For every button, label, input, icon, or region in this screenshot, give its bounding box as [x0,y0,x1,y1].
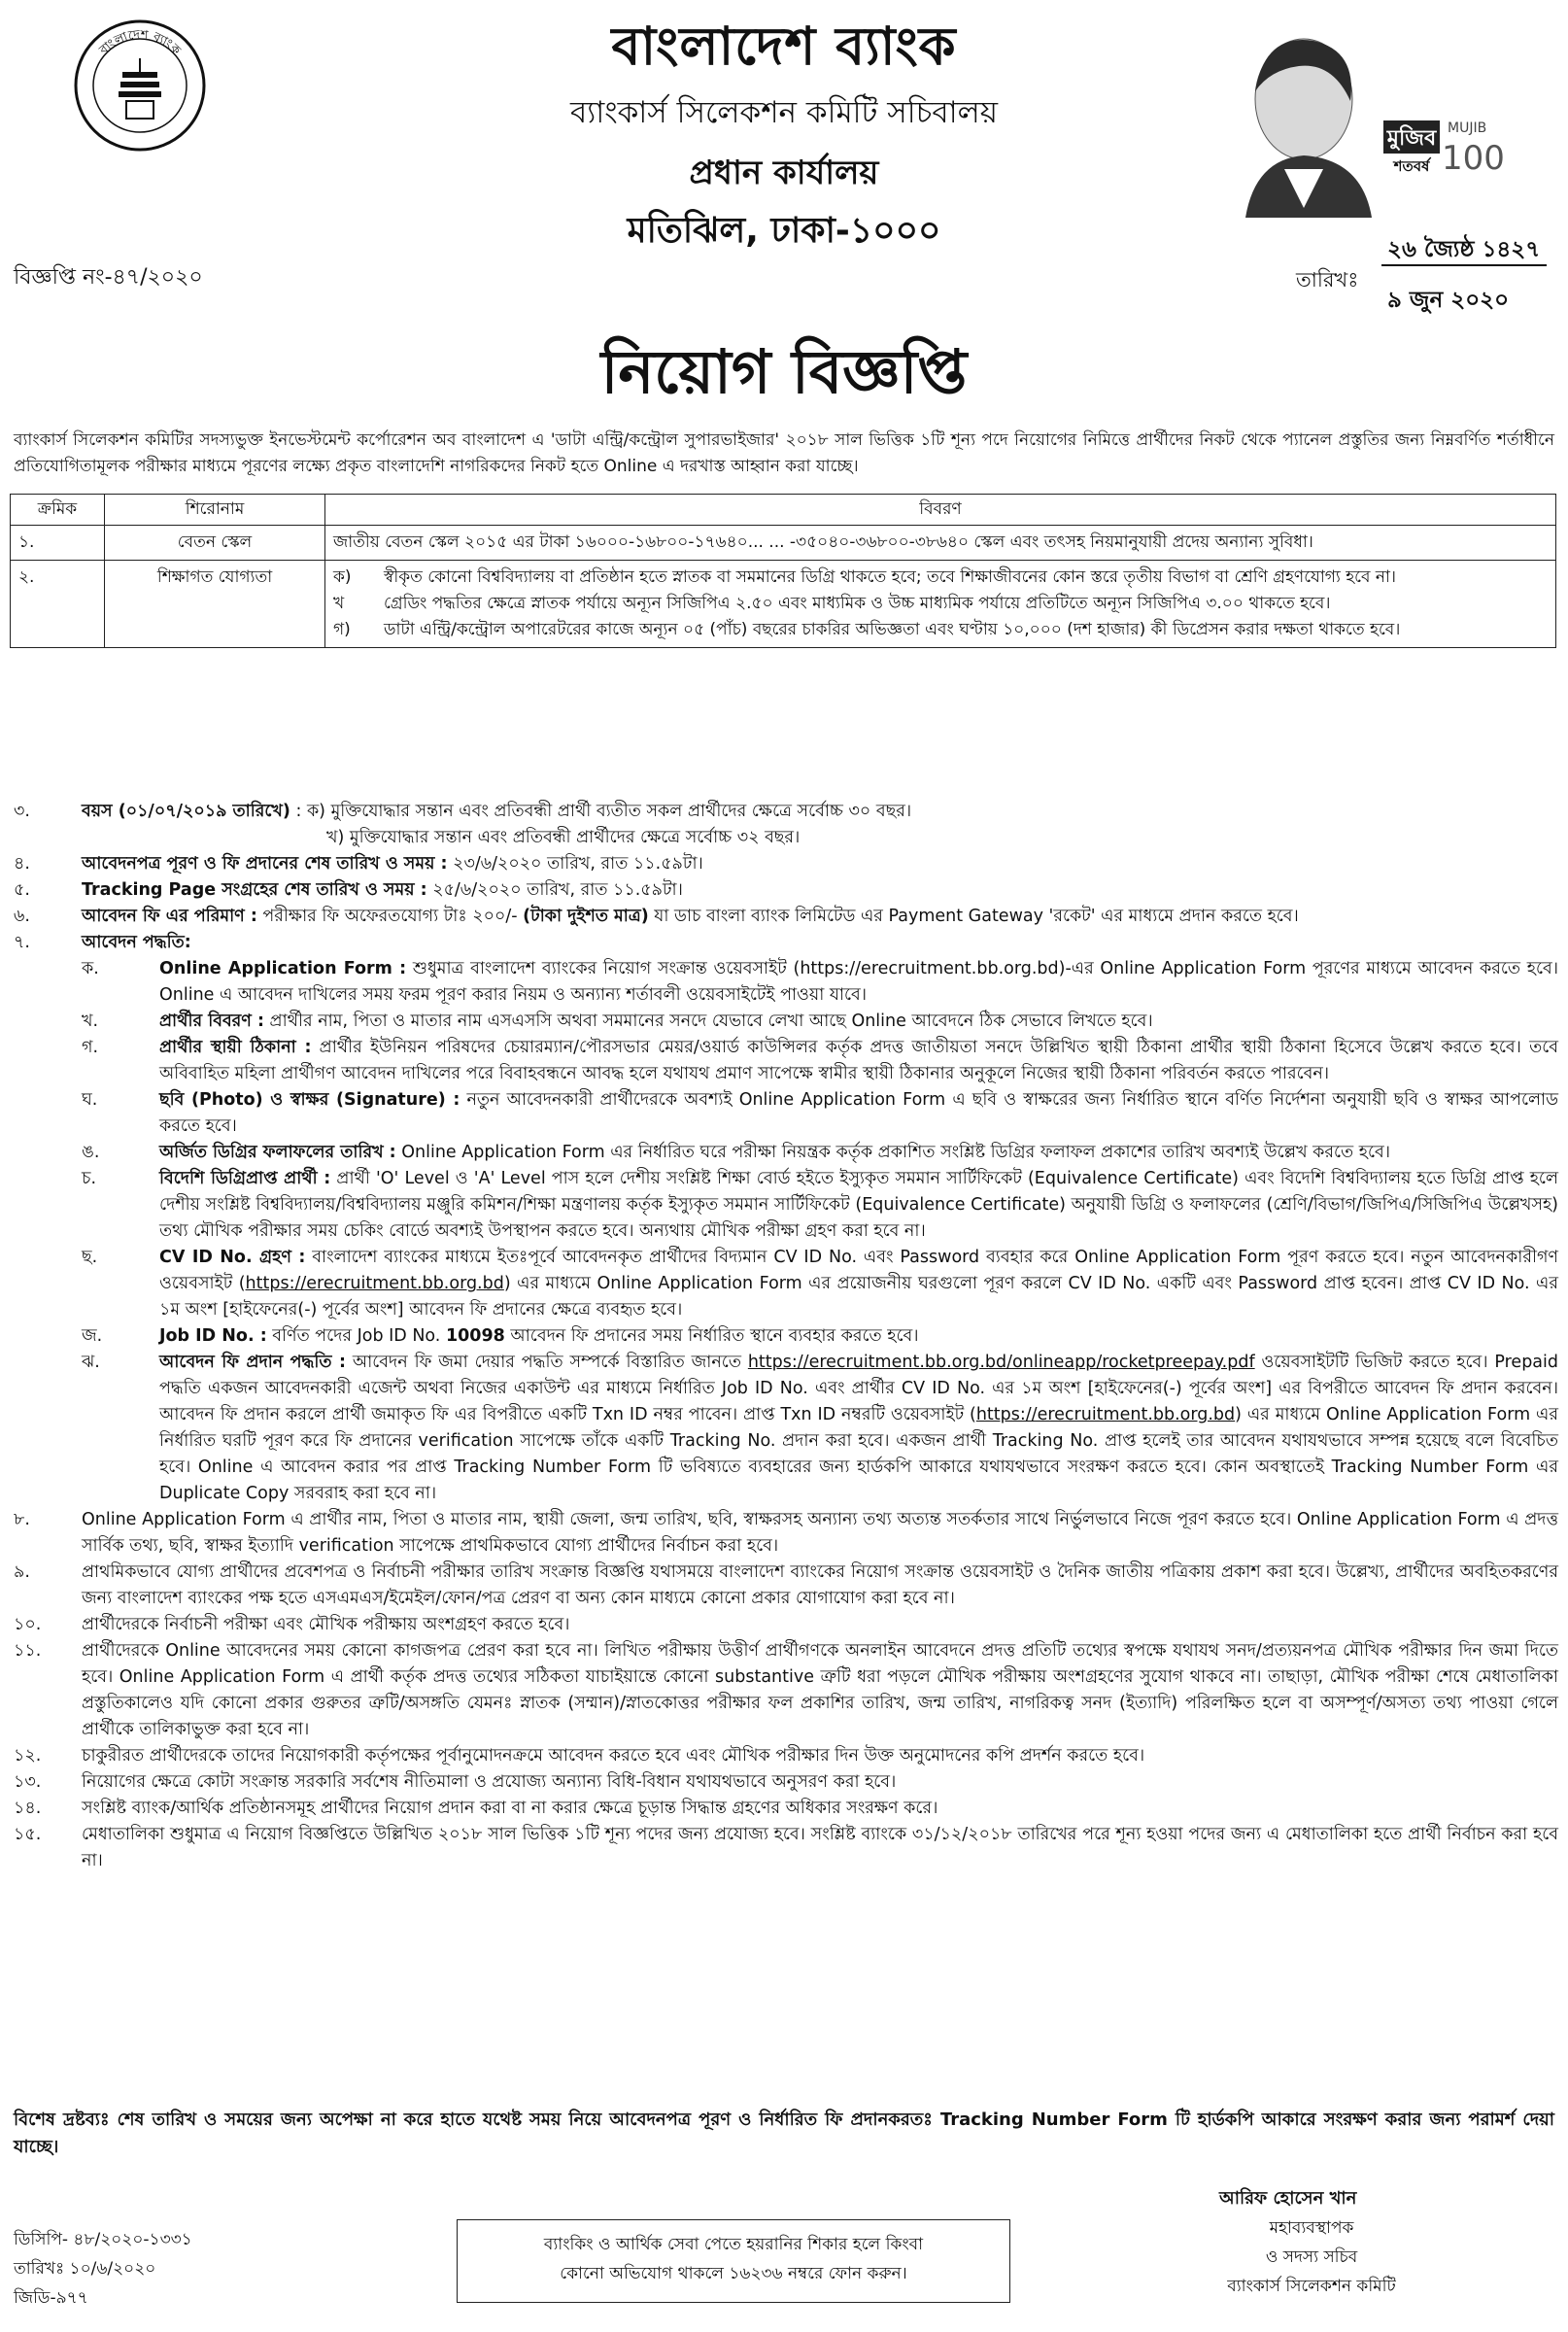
item-number: ১২. [14,1746,42,1766]
notice-title: নিয়োগ বিজ্ঞপ্তি [600,336,968,407]
qualification-item [333,591,1548,617]
sub-item-label: জ. [82,1326,103,1346]
sub-item-text: বাংলাদেশ ব্যাংকের মাধ্যমে ইতঃপূর্বে আবেদনকৃত প্রার্থীদের বিদ্যমান CV ID No. এবং Password ব্যবহার করে Online Application Form পূরণ করতে হবে। নতুন আবেদনকারীগণ ওয়েবসাইট ( [159,1248,1559,1293]
date-bengali-calendar: ২৬ জ্যৈষ্ঠ ১৪২৭ [1387,237,1541,262]
item-number: ১০. [14,1615,42,1634]
item-text: যা ডাচ বাংলা ব্যাংক লিমিটেড এর Payment Gateway 'রকেট' এর মাধ্যমে প্রদান করতে হবে। [648,907,1299,926]
special-note: বিশেষ দ্রষ্টব্যঃ শেষ তারিখ ও সময়ের জন্য অপেক্ষা না করে হাতে যথেষ্ট সময় নিয়ে আবেদনপত্র পূরণ ও নির্ধারিত ফি প্রদানকরতঃ Tracking Number Form টি হার্ডকপি আকারে সংরক্ষণ করার জন্য পরামর্শ দেয়া যাচ্ছে। [14,2109,1554,2157]
sub-item-text: প্রার্থীর ইউনিয়ন পরিষদের চেয়ারম্যান/পৌরসভার মেয়র/ওয়ার্ড কাউন্সিলর কর্তৃক প্রদত্ত জাতীয়তা সনদে উল্লিখিত স্থায়ী ঠিকানা প্রার্থীর স্থায়ী ঠিকানা হিসেবে উল্লেখ করতে হবে। তবে অবিবাহিত মহিলা প্রার্থীগণ আবেদন দাখিলের পরে বিবাহবন্ধনে আবদ্ধ হলে যথাযথ প্রমাণ সাপেক্ষে স্বামীর স্থায়ী ঠিকানার অনুকূলে নিজের স্থায়ী ঠিকানা পরিবর্তন করতে পারবেন। [159,1038,1558,1083]
list-item [14,1560,1558,1612]
reference-block [14,2225,192,2313]
qualification-label: খ [333,594,345,613]
date-divider [1381,264,1547,266]
sub-item [14,1166,1558,1245]
item-text: ২৩/৬/২০২০ তারিখ, রাত ১১.৫৯টা। [453,854,703,874]
sub-item-label: ঙ. [82,1143,100,1162]
item-number: ৬. [14,907,30,926]
qualification-item [333,565,1548,591]
item-text: পরীক্ষার ফি অফেরতযোগ্য টাঃ ২০০/- [262,907,524,926]
item-number: ৭. [14,933,30,952]
item-text: নিয়োগের ক্ষেত্রে কোটা সংক্রান্ত সরকারি সর্বশেষ নীতিমালা ও প্রযোজ্য অন্যান্য বিধি-বিধান যথাযথভাবে অনুসরণ করা হবে। [82,1772,897,1792]
item-number: ৩. [14,802,30,821]
qualification-item [333,617,1548,643]
item-heading: Tracking Page সংগ্রহের শেষ তারিখ ও সময় : [82,880,427,900]
list-item [14,1743,1558,1769]
helpline-text: কোনো অভিযোগ থাকলে ১৬২৩৬ নম্বরে ফোন করুন। [560,2264,907,2283]
qualification-text: স্বীকৃত কোনো বিশ্ববিদ্যালয় বা প্রতিষ্ঠান হতে স্নাতক বা সমমানের ডিগ্রি থাকতে হবে; তবে শিক্ষাজীবনের কোন স্তরে তৃতীয় বিভাগ বা শ্রেণি গ্রহণযোগ্য হবে না। [384,567,1397,587]
row-serial: ১. [11,526,105,561]
sub-item-text: Online Application Form এর নির্ধারিত ঘরে পরীক্ষা নিয়ন্ত্রক কর্তৃক প্রকাশিত সংশ্লিষ্ট ডিগ্রির ফলাফল প্রকাশের তারিখ অবশ্যই উল্লেখ করতে হবে। [395,1143,1390,1162]
sub-item-label: ঘ. [82,1090,98,1110]
item-text: খ) মুক্তিযোদ্ধার সন্তান এবং প্রতিবন্ধী প্রার্থীদের ক্ষেত্রে সর্বোচ্চ ৩২ বছর। [326,828,801,847]
mujib-logo-text: মুজিব [1386,126,1437,151]
sub-item [14,956,1558,1009]
item-heading: বয়স (০১/০৭/২০১৯ তারিখে) [82,802,290,821]
mujib-centenary-logo [1226,23,1508,218]
seal-text: বাংলাদেশ ব্যাংক [96,27,184,58]
qualification-text: ডাটা এন্ট্রি/কন্ট্রোল অপারেটরের কাজে অন্যূন ০৫ (পাঁচ) বছরের চাকরির অভিজ্ঞতা এবং ঘণ্টায় ১০,০০০ (দশ হাজার) কী ডিপ্রেসন করার দক্ষতা থাকতে হবে। [384,620,1401,639]
sub-item [14,1087,1558,1140]
sub-item [14,1035,1558,1087]
table-row [11,561,1556,648]
item-text: মেধাতালিকা শুধুমাত্র এ নিয়োগ বিজ্ঞপ্তিতে উল্লিখিত ২০১৮ সাল ভিত্তিক ১টি শূন্য পদের জন্য প্রযোজ্য হবে। সংশ্লিষ্ট ব্যাংকে ৩১/১২/২০১৮ তারিখের পরে শূন্য হওয়া পদের জন্য এ মেধাতালিকা হতে প্রার্থী নির্বাচন করা হবে না। [82,1825,1558,1870]
sub-item-text: প্রার্থী 'O' Level ও 'A' Level পাস হলে দেশীয় সংশ্লিষ্ট শিক্ষা বোর্ড হইতে ইস্যুকৃত সমমান সার্টিফিকেট (Equivalence Certificate) এবং বিদেশি বিশ্ববিদ্যালয় হতে ডিগ্রি প্রাপ্ত হলে দেশীয় সংশ্লিষ্ট বিশ্ববিদ্যালয়/বিশ্ববিদ্যালয় মঞ্জুরি কমিশন/শিক্ষা মন্ত্রণালয় কর্তৃক ইস্যুকৃত সমমান সার্টিফিকেট (Equivalence Certificate) অনুযায়ী ডিগ্রি ও ফলাফলের (শ্রেণি/বিভাগ/জিপিএ/সিজিপিএ উল্লেখসহ) তথ্য মৌখিক পরীক্ষার সময় চেকিং বোর্ডে অবশ্যই উপস্থাপন করতে হবে। অন্যথায় মৌখিক পরীক্ষা গ্রহণ করা হবে না। [159,1169,1558,1241]
col-header-serial: ক্রমিক [11,495,105,526]
signatory-title: ব্যাংকার্স সিলেকশন কমিটি [1227,2277,1396,2296]
website-link[interactable]: https://erecruitment.bb.org.bd [975,1405,1236,1424]
helpline-text: ব্যাংকিং ও আর্থিক সেবা পেতে হয়রানির শিকার হলে কিংবা [543,2235,924,2254]
sub-item [14,1009,1558,1035]
row-description: জাতীয় বেতন স্কেল ২০১৫ এর টাকা ১৬০০০-১৬৮০০-১৭৬৪০... ... -৩৫০৪০-৩৬৮০০-৩৮৬৪০ স্কেল এবং তৎসহ নিয়মানুযায়ী প্রদেয় অন্যান্য সুবিধা। [325,526,1556,561]
row-title: বেতন স্কেল [105,526,325,561]
item-number: ১৪. [14,1799,42,1818]
item-text: সংশ্লিষ্ট ব্যাংক/আর্থিক প্রতিষ্ঠানসমূহ প্রার্থীদের নিয়োগ প্রদান করা বা না করার ক্ষেত্রে চূড়ান্ত সিদ্ধান্ত গ্রহণের অধিকার সংরক্ষণ করে। [82,1799,938,1818]
list-item [14,799,1558,851]
signatory-title: ও সদস্য সচিব [1265,2247,1358,2267]
sub-item-label: ক. [82,959,99,978]
sub-item [14,1350,1558,1507]
sub-item-text: বর্ণিত পদের Job ID No. [266,1326,446,1346]
head-office-label: প্রধান কার্যালয় [689,154,879,192]
signatory-title: মহাব্যবস্থাপক [1269,2218,1354,2238]
sub-item-text: ওয়েবসাইটটি ভিজিট করতে হবে। Prepaid পদ্ধতি একজন আবেদনকারী এজেন্ট অথবা নিজের একাউন্ট এর মাধ্যমে নির্ধারিত Job ID No. এবং প্রার্থীর CV ID No. এর ১ম অংশ [হাইফেনের(-) পূর্বের অংশ] এর বিপরীতে আবেদন ফি প্রদান করবেন। আবেদন ফি প্রদান করলে প্রার্থী জমাকৃত ফি এর বিপরীতে একটি Txn ID নম্বর পাবেন। প্রাপ্ত Txn ID নম্বরটি ওয়েবসাইট ( [159,1353,1558,1424]
sub-item-label: চ. [82,1169,97,1188]
list-item [14,1769,1558,1796]
sub-item-label: ছ. [82,1248,98,1267]
sub-item-heading: আবেদন ফি প্রদান পদ্ধতি : [159,1353,346,1372]
date-label: তারিখঃ [1296,268,1359,292]
sub-item-text: প্রার্থীর নাম, পিতা ও মাতার নাম এসএসসি অথবা সমমানের সনদে যেভাবে লেখা আছে Online আবেদনে ঠিক সেভাবে লিখতে হবে। [263,1012,1153,1031]
item-text-bold: (টাকা দুইশত মাত্র) [523,907,649,926]
sub-item-text: ) এর মাধ্যমে Online Application Form এর নির্ধারিত ঘরটি পূরণ করে ফি প্রদানের verification সাপেক্ষে তাঁকে একটি Tracking No. প্রদান করা হবে। একজন প্রার্থী Tracking No. প্রাপ্ত হলেই তার আবেদন যথাযথভাবে সম্পন্ন হয়েছে বলে বিবেচিত হবে। Online এ আবেদন করার পর প্রাপ্ত Tracking Number Form টি ভবিষ্যতে ব্যবহারের জন্য হার্ডকপি আকারে যথাযথভাবে সংরক্ষণ করতে হবে। কোন অবস্থাতেই Tracking Number Form এর Duplicate Copy সরবরাহ করা হবে না। [159,1405,1558,1503]
eligibility-table [10,494,1556,648]
reference-code: জিডি-৯৭৭ [14,2288,88,2308]
sub-item-heading: ছবি (Photo) ও স্বাক্ষর (Signature) : [159,1090,460,1110]
list-item [14,851,1558,877]
sub-item-text: আবেদন ফি জমা দেয়ার পদ্ধতি সম্পর্কে বিস্তারিত জানতে [345,1353,748,1372]
item-number: ১১. [14,1641,42,1661]
reference-number: ডিসিপি- ৪৮/২০২০-১৩৩১ [14,2230,192,2249]
col-header-title: শিরোনাম [105,495,325,526]
list-item [14,1507,1558,1560]
item-heading: আবেদন ফি এর পরিমাণ : [82,907,257,926]
notice-number: বিজ্ঞপ্তি নং-৪৭/২০২০ [14,265,203,290]
list-item [14,1822,1558,1874]
conditions-list [14,799,1558,1874]
sub-item-label: ঝ. [82,1353,100,1372]
list-item [14,930,1558,956]
item-heading: আবেদন পদ্ধতি: [82,933,191,952]
signatory-block [1166,2213,1457,2301]
sub-item-text: আবেদন ফি প্রদানের সময় নির্ধারিত স্থানে ব্যবহার করতে হবে। [504,1326,919,1346]
website-link[interactable]: https://erecruitment.bb.org.bd [245,1274,504,1293]
helpline-box [457,2219,1010,2303]
sub-item-text: শুধুমাত্র বাংলাদেশ ব্যাংকের নিয়োগ সংক্রান্ত ওয়েবসাইট (https://erecruitment.bb.org.bd)-এর Online Application Form পূরণের মাধ্যমে আবেদন করতে হবে। Online এ আবেদন দাখিলের সময় ফরম পূরণ করার নিয়ম ও অন্যান্য শর্তাবলী ওয়েবসাইটেই পাওয়া যাবে। [159,959,1558,1005]
item-number: ৫. [14,880,30,900]
item-text: ২৫/৬/২০২০ তারিখ, রাত ১১.৫৯টা। [432,880,683,900]
item-heading: আবেদনপত্র পূরণ ও ফি প্রদানের শেষ তারিখ ও সময় : [82,854,448,874]
list-item [14,1638,1558,1743]
sub-item-text: নতুন আবেদনকারী প্রার্থীদেরকে অবশ্যই Online Application Form এ ছবি ও স্বাক্ষরের জন্য নির্ধারিত স্থানে বর্ণিত নির্দেশনা অনুযায়ী ছবি ও স্বাক্ষর আপলোড করতে হবে। [159,1090,1558,1136]
date-gregorian: ৯ জুন ২০২০ [1387,288,1510,313]
payment-guide-link[interactable]: https://erecruitment.bb.org.bd/onlineapp/rocketpreepay.pdf [747,1353,1255,1372]
item-number: ১৩. [14,1772,42,1792]
item-text: প্রার্থীদেরকে Online আবেদনের সময় কোনো কাগজপত্র প্রেরণ করা হবে না। লিখিত পরীক্ষায় উত্তীর্ণ প্রার্থীগণকে অনলাইন আবেদনে প্রদত্ত প্রতিটি তথ্যের স্বপক্ষে যথাযথ সনদ/প্রত্যয়নপত্র মৌখিক পরীক্ষার দিন জমা দিতে হবে। Online Application Form এ প্রার্থী কর্তৃক প্রদত্ত তথ্যের সঠিকতা যাচাইয়ান্তে কোনো substantive ত্রুটি ধরা পড়লে মৌখিক পরীক্ষায় অংশগ্রহণের সুযোগ থাকবে না। তাছাড়া, মৌখিক পরীক্ষা শেষে মেধাতালিকা প্রস্তুতিকালেও যদি কোনো প্রকার গুরুতর ত্রুটি/অসঙ্গতি যেমনঃ স্নাতক (সম্মান)/স্নাতকোত্তর পরীক্ষার ফল প্রকাশির তারিখ, জন্ম তারিখ, নাগরিকত্ব সনদ (ইত্যাদি) পরিলক্ষিত হলে বা অসম্পূর্ণ/অসত্য তথ্য পাওয়া গেলে প্রার্থীকে তালিকাভুক্ত করা হবে না। [82,1641,1558,1739]
list-item [14,877,1558,904]
bank-name: বাংলাদেশ ব্যাংক [611,16,957,77]
sub-item-heading: প্রার্থীর বিবরণ : [159,1012,264,1031]
item-number: ৯. [14,1562,30,1582]
sub-item-heading: অর্জিত ডিগ্রির ফলাফলের তারিখ : [159,1143,396,1162]
sub-item [14,1140,1558,1166]
mujib-logo-number: 100 [1442,139,1505,178]
row-description [325,561,1556,648]
intro-paragraph: ব্যাংকার্স সিলেকশন কমিটির সদস্যভুক্ত ইনভেস্টমেন্ট কর্পোরেশন অব বাংলাদেশ এ 'ডাটা এন্ট্রি/কন্ট্রোল সুপারভাইজার' ২০১৮ সাল ভিত্তিক ১টি শূন্য পদে নিয়োগের নিমিত্তে প্রার্থীদের নিকট থেকে প্যানেল প্রস্তুতির জন্য নিম্নবর্ণিত শর্তাধীনে প্রতিযোগিতামূলক পরীক্ষার মাধ্যমে পূরণের লক্ষ্যে প্রকৃত বাংলাদেশি নাগরিকদের নিকট হতে Online এ দরখাস্ত আহ্বান করা যাচ্ছে। [14,430,1554,476]
sub-item-label: গ. [82,1038,99,1057]
row-title: শিক্ষাগত যোগ্যতা [105,561,325,648]
item-number: ১৫. [14,1825,42,1844]
reference-date: তারিখঃ ১০/৬/২০২০ [14,2259,156,2279]
item-number: ৪. [14,854,30,874]
sub-item [14,1323,1558,1350]
item-text: প্রাথমিকভাবে যোগ্য প্রার্থীদের প্রবেশপত্র ও নির্বাচনী পরীক্ষার তারিখ সংক্রান্ত বিজ্ঞপ্তি যথাসময়ে বাংলাদেশ ব্যাংকের নিয়োগ সংক্রান্ত ওয়েবসাইট ও দৈনিক জাতীয় পত্রিকায় প্রকাশ করা হবে। উল্লেখ্য, প্রার্থীদের অবহিতকরণের জন্য বাংলাদেশ ব্যাংকের পক্ষ হতে এসএমএস/ইমেইল/ফোন/পত্র প্রেরণ বা অন্য কোন মাধ্যমে কোনো প্রকার যোগাযোগ করা হবে না। [82,1562,1558,1608]
list-item [14,1612,1558,1638]
item-number: ৮. [14,1510,30,1529]
qualification-label: ক) [333,567,352,587]
table-row [11,526,1556,561]
office-address: মতিঝিল, ঢাকা-১০০০ [627,211,941,251]
item-text: চাকুরীরত প্রার্থীদেরকে তাদের নিয়োগকারী কর্তৃপক্ষের পূর্বানুমোদনক্রমে আবেদন করতে হবে এবং মৌখিক পরীক্ষার দিন উক্ত অনুমোদনের কপি প্রদর্শন করতে হবে। [82,1746,1145,1766]
item-text: প্রার্থীদেরকে নির্বাচনী পরীক্ষা এবং মৌখিক পরীক্ষায় অংশগ্রহণ করতে হবে। [82,1615,570,1634]
row-serial: ২. [11,561,105,648]
mujib-logo-english: MUJIB [1448,120,1487,136]
sub-item-label: খ. [82,1012,99,1031]
qualification-text: গ্রেডিং পদ্ধতির ক্ষেত্রে স্নাতক পর্যায়ে অন্যূন সিজিপিএ ২.৫০ এবং মাধ্যমিক ও উচ্চ মাধ্যমিক পর্যায়ে প্রতিটিতে অন্যূন সিজিপিএ ৩.০০ থাকতে হবে। [384,594,1331,613]
qualification-label: গ) [333,620,351,639]
sub-item-heading: Online Application Form : [159,959,407,978]
sub-item-heading: বিদেশি ডিগ্রিপ্রাপ্ত প্রার্থী : [159,1169,331,1188]
sub-item [14,1245,1558,1323]
sub-item-heading: CV ID No. গ্রহণ : [159,1248,306,1267]
list-item [14,1796,1558,1822]
list-item [14,904,1558,930]
secretariat-name: ব্যাংকার্স সিলেকশন কমিটি সচিবালয় [570,95,998,130]
item-text: Online Application Form এ প্রার্থীর নাম, পিতা ও মাতার নাম, স্থায়ী জেলা, জন্ম তারিখ, ছবি, স্বাক্ষরসহ অন্যান্য তথ্য অত্যন্ত সতর্কতার সাথে নির্ভুলভাবে নিজে পূরণ করতে হবে। Online Application Form এ প্রদত্ত সার্বিক তথ্য, ছবি, স্বাক্ষর ইত্যাদি verification সাপেক্ষে প্রাথমিকভাবে যোগ্য প্রার্থীদের নির্বাচন করা হবে। [82,1510,1558,1556]
sub-item-text: ) এর মাধ্যমে Online Application Form এর প্রয়োজনীয় ঘরগুলো পূরণ করলে CV ID No. একটি এবং Password প্রাপ্ত হবেন। প্রাপ্ত CV ID No. এর ১ম অংশ [হাইফেনের(-) পূর্বের অংশ] আবেদন ফি প্রদানের ক্ষেত্রে ব্যবহৃত হবে। [159,1274,1559,1320]
mujib-logo-subtext: শতবর্ষ [1393,157,1430,175]
sub-item-heading: প্রার্থীর স্থায়ী ঠিকানা : [159,1038,312,1057]
job-id-number: 10098 [445,1326,505,1346]
col-header-description: বিবরণ [325,495,1556,526]
sub-item-heading: Job ID No. : [159,1326,267,1346]
table-header-row [11,495,1556,526]
item-text: : ক) মুক্তিযোদ্ধার সন্তান এবং প্রতিবন্ধী প্রার্থী ব্যতীত সকল প্রার্থীদের ক্ষেত্রে সর্বোচ্চ ৩০ বছর। [295,802,912,821]
signatory-name: আরিফ হোসেন খান [1219,2188,1357,2209]
